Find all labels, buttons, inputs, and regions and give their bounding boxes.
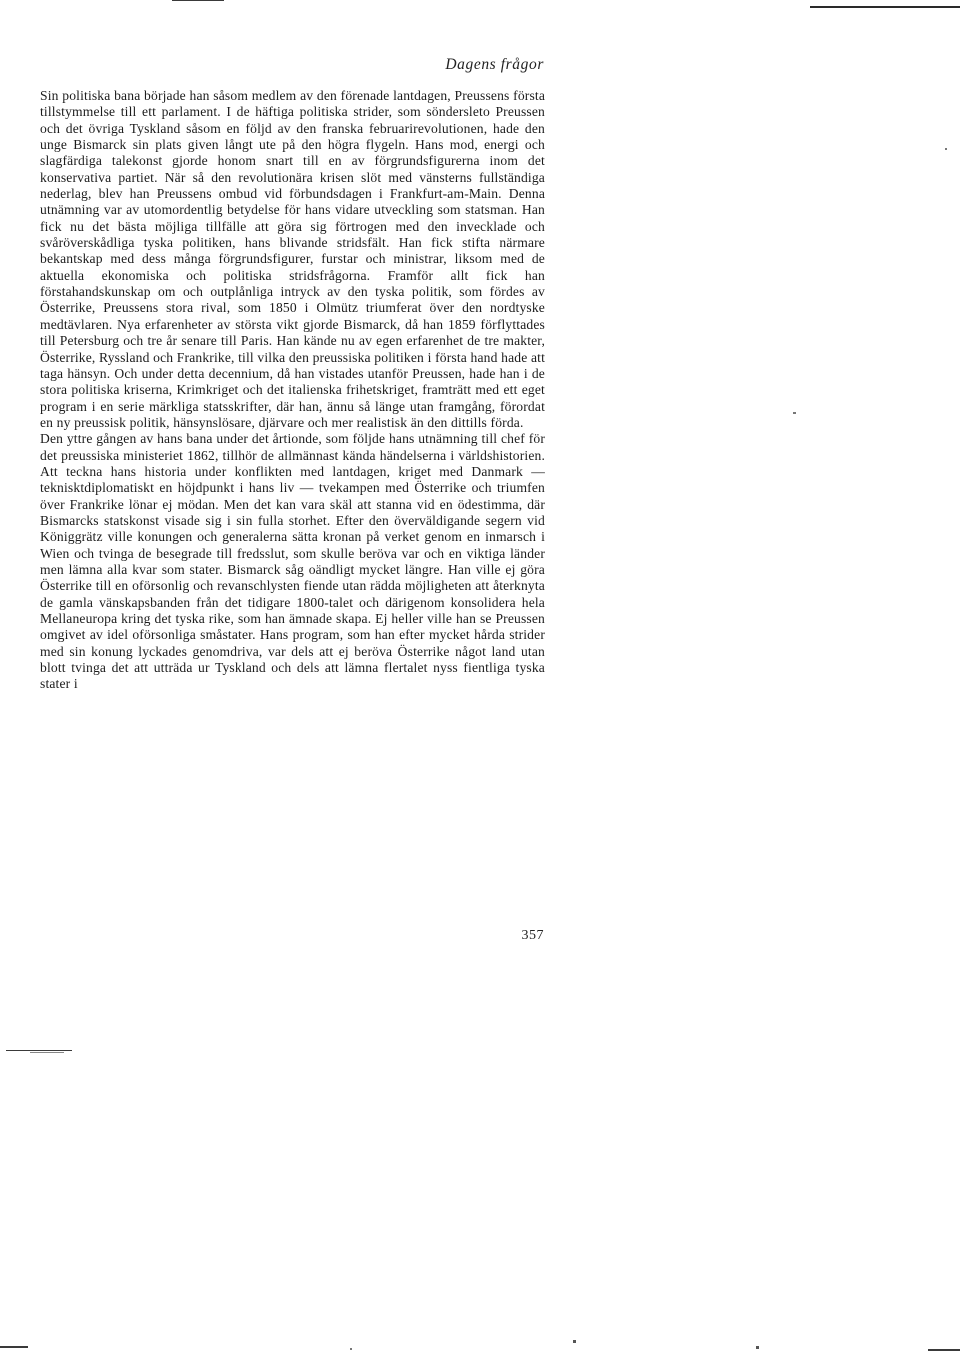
scan-speck: [945, 148, 947, 150]
scan-artifact: [172, 0, 224, 1]
scan-artifact: [30, 1052, 64, 1053]
paragraph: Den yttre gången av hans bana under det årtionde, som följde hans utnämning till chef för det preussiska ministeriet 1862, tillhör de allmännast kända händelserna i världshistorien. Att teckna hans historia under konflikten med lantdagen, kriget med Danmark — teknisktdiplomatiskt en höjdpunkt i hans liv — tvekampen med Österrike och triumfen över Frankrike lönar ej mödan. Men det kan vara skäl att stanna vid en ödestimma, där Bismarcks statskonst visade sig i sin fulla storhet. Efter den överväldigande segern vid Königgrätz ville konungen och generalerna sätta kronan på verket genom en inmarsch i Wien och tvinga de besegrade till fredsslut, som skulle beröva var och en viktiga länder men lämna alla kvar som stater. Bismarck såg oändligt mycket längre. Han ville ej göra Österrike till en oförsonlig och revanschlysten fiende utan rädda möjligheten att återknyta de gamla vänskapsbanden från det tidigare 1800-talet och därigenom konsolidera hela Mellaneuropa kring det tyska rike, som han ämnade skapa. Ej heller ville han se Preussen omgivet av idel oförsonliga småstater. Hans program, som han efter mycket hårda strider med sin konung lyckades genomdriva, var dels att ej beröva Österrike något land utan blott tvinga det att utträda ur Tyskland och dels att lämna flertalet nyss fientliga tyska stater i: [40, 431, 545, 692]
paragraph: Sin politiska bana började han såsom medlem av den förenade lantdagen, Preussens första tillstymmelse till ett parlament. I de häftiga politiska strider, som söndersleto Preussen och det övriga Tyskland såsom en följd av den franska februarirevolutionen, hade den unge Bismarck sin plats given långt ute på den högra flygeln. Hans mod, energi och slagfärdiga talekonst gjorde honom snart till en av förgrundsfigurerna inom det konservativa partiet. När så den revolutionära krisen slöt med vänsterns fullständiga nederlag, blev han Preussens ombud vid förbundsdagen i Frankfurt-am-Main. Denna utnämning var av utomordentlig betydelse för hans vidare utveckling som statsman. Han fick nu det bästa möjliga tillfälle att göra sig förtrogen med den invecklade och svåröverskådliga tyska politiken, hans blivande stridsfält. Han fick stifta närmare bekantskap med dess många förgrundsfigurer, furstar och ministrar, liksom med de aktuella ekonomiska och politiska stridsfrågorna. Framför allt fick han förstahandskunskap om och outplånliga intryck av den tyska politik, som fördes av Österrike, Preussens stora rival, som 1850 i Olmütz triumferat över den nordtyske medtävlaren. Nya erfarenheter av största vikt gjorde Bismarck, då han 1859 förflyttades till Petersburg och tre år senare till Paris. Han kände nu av egen erfarenhet de tre makter, Österrike, Ryssland och Frankrike, till vilka den preussiska politiken i första hand hade att taga hänsyn. Och under detta decennium, då han vistades utanför Preussen, hade han i de stora politiska kriserna, Krimkriget och det italienska frihetskriget, framträtt med ett eget program i en serie märkliga statsskrifter, där han, ännu så länge utan framgång, förordat en ny preussisk politik, hänsynslösare, djärvare och mer realistisk än den dittills förda.: [40, 88, 545, 430]
scan-artifact: [6, 1050, 72, 1051]
scan-speck: [573, 1340, 576, 1343]
scan-artifact: [928, 1349, 960, 1351]
body-text: [40, 88, 545, 693]
running-head: Dagens frågor: [445, 56, 544, 73]
scan-speck: [350, 1348, 352, 1350]
scan-artifact: [810, 6, 960, 8]
scan-speck: [793, 412, 796, 414]
page-number: 357: [521, 928, 544, 943]
scan-artifact: [0, 1346, 28, 1348]
scan-speck: [756, 1346, 759, 1349]
